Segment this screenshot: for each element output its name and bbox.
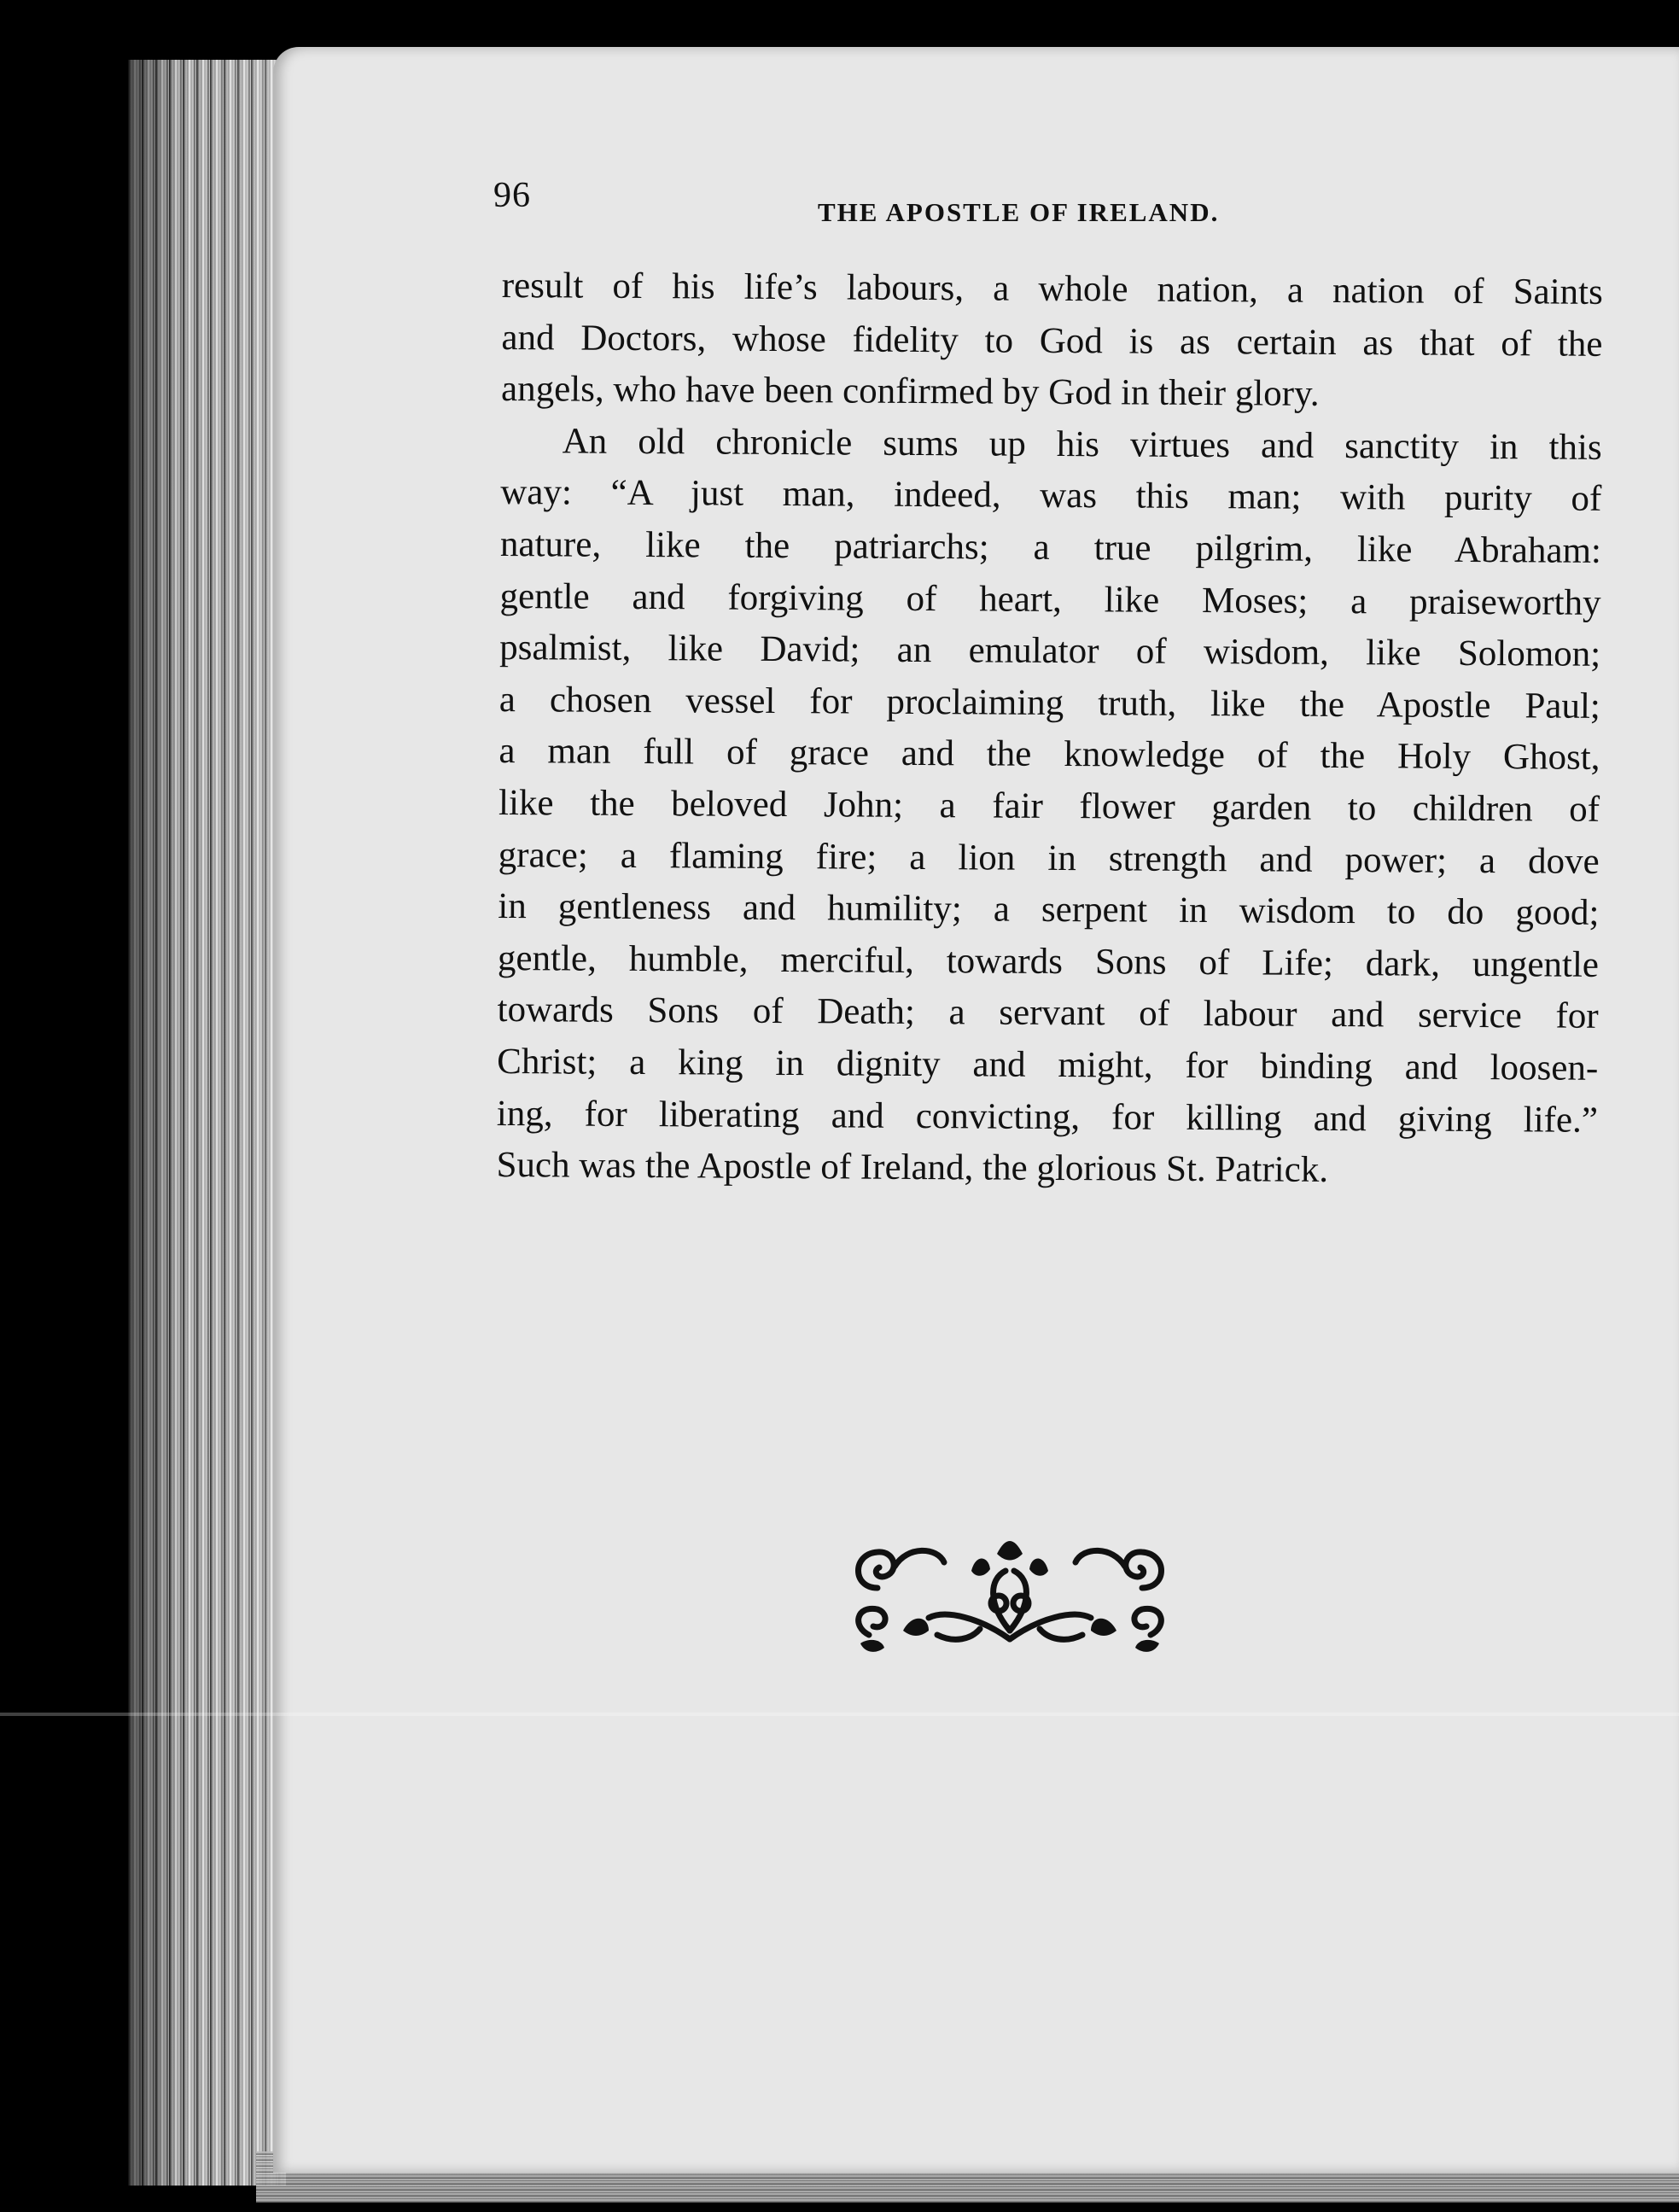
text-line: nature, like the patriarchs; a true pilgrim, like Abraham: [499, 523, 1602, 571]
page-edges-left [128, 60, 286, 2186]
text-line: in gentleness and humility; a serpent in wisdom to do good; [498, 886, 1600, 933]
book-page [273, 47, 1679, 2173]
text-line: An old chronicle sums up his virtues and sanctity in this [562, 421, 1602, 468]
floral-tailpiece-ornament-icon [843, 1537, 1176, 1656]
text-line: ing, for liberating and convicting, for killing and giving life.” [496, 1093, 1599, 1141]
text-line: Such was the Apostle of Ireland, the glorious St. Patrick. [496, 1145, 1329, 1191]
text-line: result of his life’s labours, a whole nation, a nation of Saints [501, 265, 1603, 312]
text-line: psalmist, like David; an emulator of wisdom, like Solomon; [499, 627, 1601, 675]
text-line: way: “A just man, indeed, was this man; with purity of [500, 472, 1602, 520]
text-line: angels, who have been confirmed by God in their glory. [500, 369, 1320, 415]
text-line: gentle, humble, merciful, towards Sons of Life; dark, ungentle [497, 937, 1600, 985]
body-text [496, 260, 1603, 1199]
text-line: like the beloved John; a fair flower garden to children of [498, 782, 1600, 830]
text-line: grace; a flaming fire; a lion in strength and power; a dove [498, 834, 1600, 882]
page-number: 96 [493, 176, 531, 215]
text-line: Christ; a king in dignity and might, for binding and loosen- [497, 1041, 1599, 1088]
text-line: and Doctors, whose fidelity to God is as certain as that of the [501, 317, 1603, 365]
text-line: a man full of grace and the knowledge of the Holy Ghost, [498, 731, 1600, 779]
scan-artifact-line [0, 1713, 1679, 1716]
text-line: a chosen vessel for proclaiming truth, like the Apostle Paul; [498, 679, 1600, 727]
text-line: towards Sons of Death; a servant of labour and service for [497, 989, 1599, 1037]
running-head: THE APOSTLE OF IRELAND. [818, 197, 1220, 227]
text-line: gentle and forgiving of heart, like Moses; a praiseworthy [499, 575, 1601, 623]
